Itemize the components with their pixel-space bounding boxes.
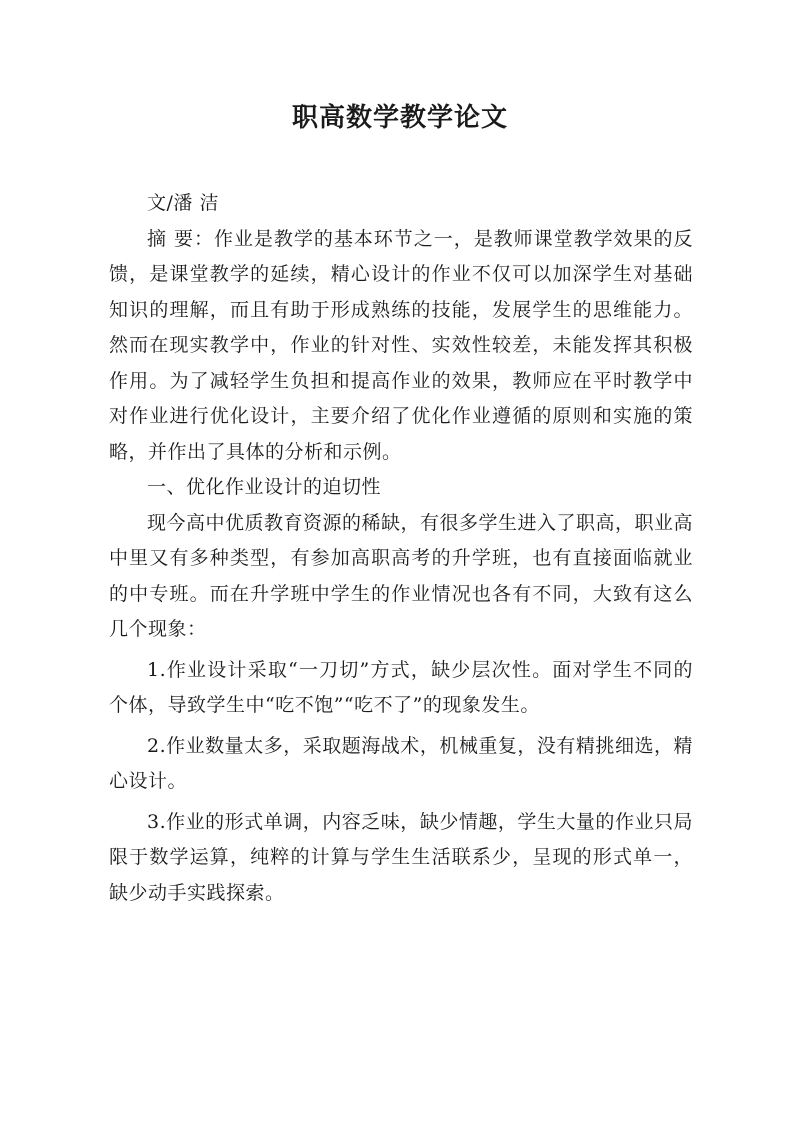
document-title: 职高数学教学论文 [291, 103, 508, 133]
list-item-3: 3.作业的形式单调，内容乏味，缺少情趣，学生大量的作业只局限于数学运算，纯粹的计算与学生生活联系少，呈现的形式单一，缺少动手实践探索。 [109, 810, 693, 904]
list-item-2: 2.作业数量太多，采取题海战术，机械重复，没有精挑细选，精心设计。 [109, 734, 693, 792]
abstract-paragraph: 摘 要：作业是教学的基本环节之一，是教师课堂教学效果的反馈，是课堂教学的延续，精心设计的作业不仅可以加深学生对基础知识的理解，而且有助于形成熟练的技能，发展学生的思维能力。然而在现实教学中，作业的针对性、实效性较差，未能发挥其积极作用。为了减轻学生负担和提高作业的效果，教师应在平时教学中对作业进行优化设计，主要介绍了优化作业遵循的原则和实施的策略，并作出了具体的分析和示例。 [109, 227, 693, 463]
document-body [109, 186, 693, 911]
section-heading: 一、优化作业设计的迫切性 [147, 476, 382, 498]
author-line: 文/潘 洁 [147, 192, 219, 214]
body-paragraph: 现今高中优质教育资源的稀缺，有很多学生进入了职高，职业高中里又有多种类型，有参加高职高考的升学班，也有直接面临就业的中专班。而在升学班中学生的作业情况也各有不同，大致有这么几个现象： [109, 511, 694, 640]
list-item-1: 1.作业设计采取“一刀切”方式，缺少层次性。面对学生不同的个体，导致学生中“吃不饱”“吃不了”的现象发生。 [109, 658, 693, 716]
